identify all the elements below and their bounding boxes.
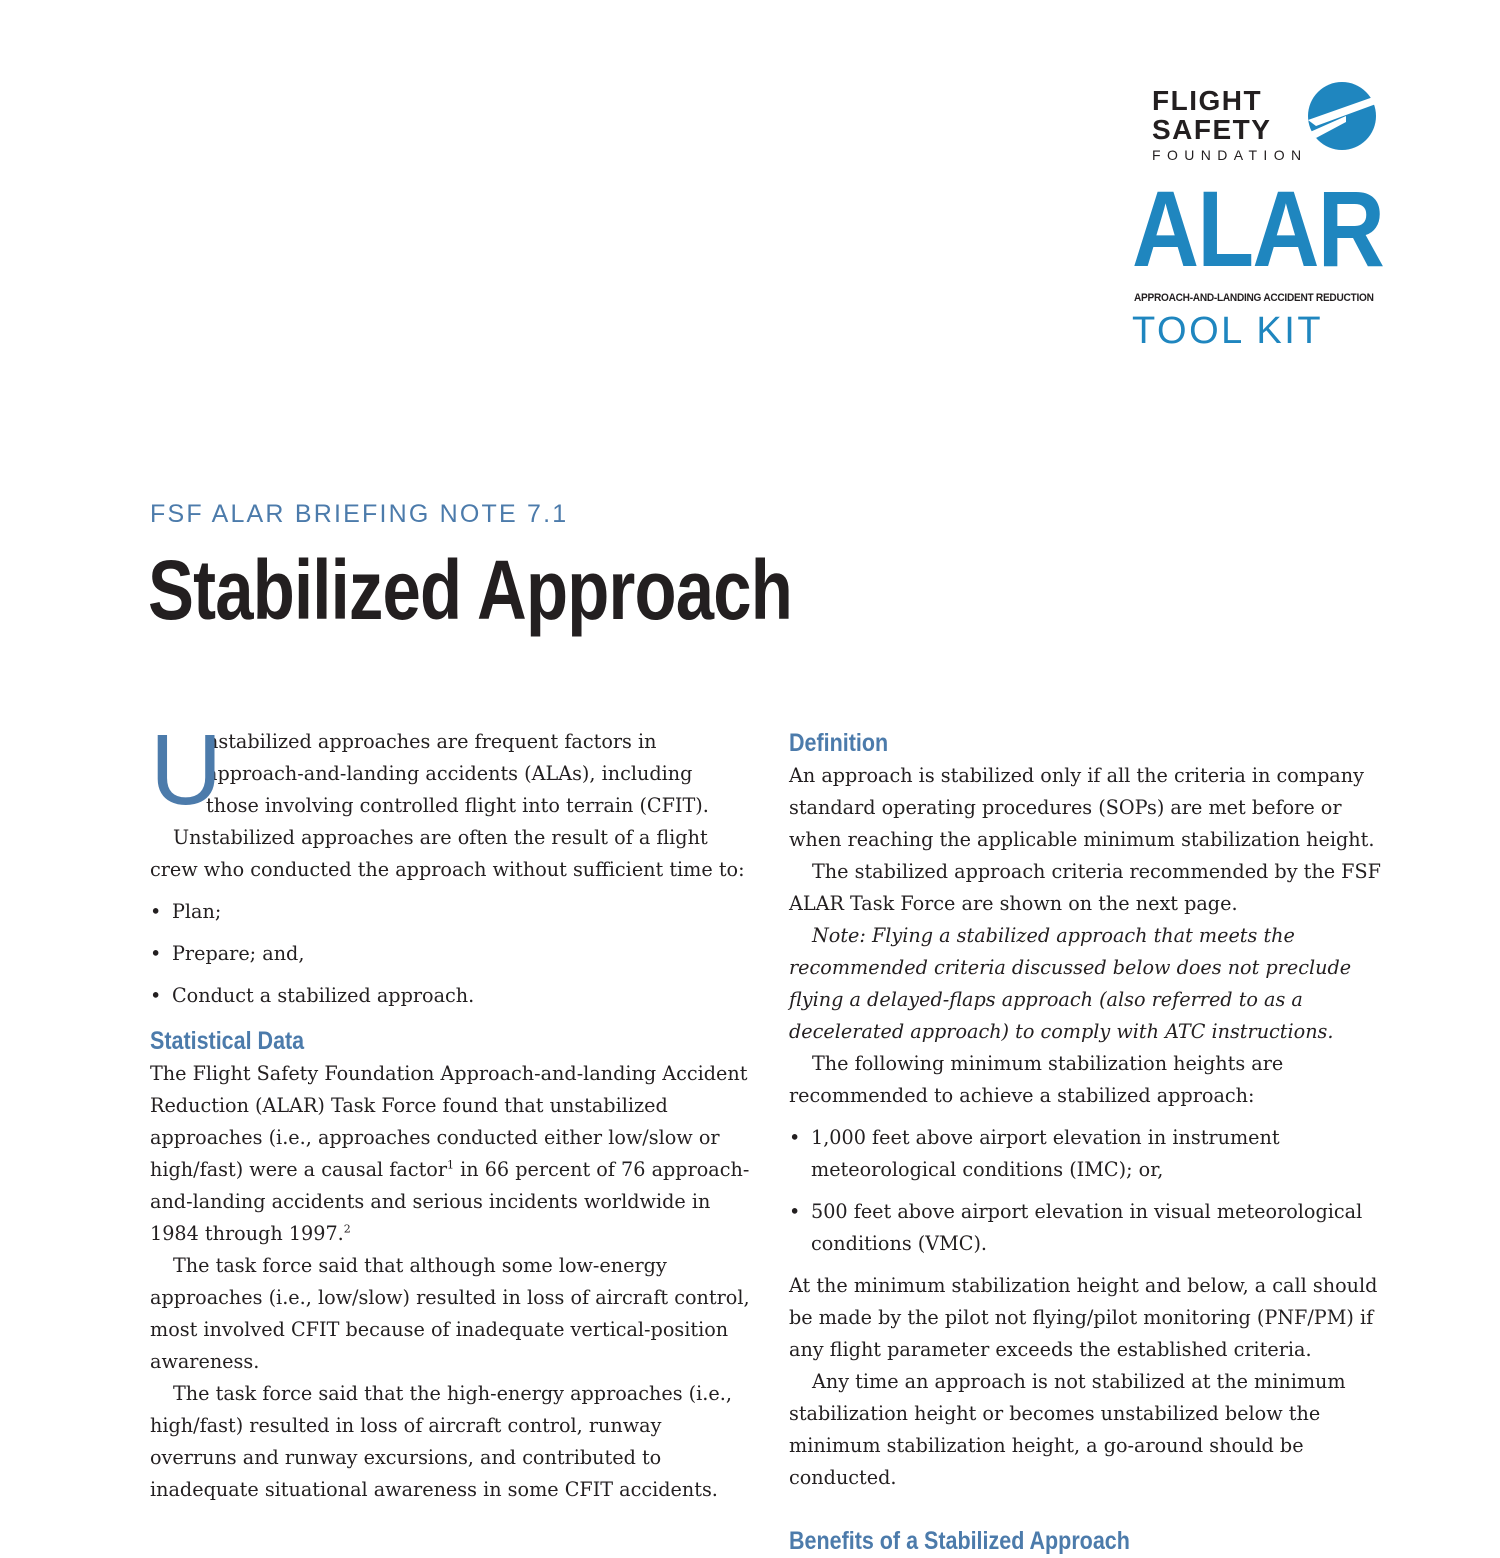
fsf-globe-icon (1306, 80, 1378, 152)
bullet-list (789, 1122, 1395, 1260)
logo-safety-text: SAFETY (1152, 114, 1272, 145)
list-item: • 1,000 feet above airport elevation in instrument meteorological conditions (IMC); or, (789, 1122, 1395, 1186)
logo-subtitle: APPROACH-AND-LANDING ACCIDENT REDUCTION (1134, 292, 1374, 304)
left-column (150, 714, 750, 1506)
bullet-list (150, 896, 750, 1012)
right-column (789, 726, 1395, 1558)
briefing-note-label: FSF ALAR BRIEFING NOTE 7.1 (150, 500, 569, 528)
intro-text: nstabilized approaches are frequent factors in approach-and-landing accidents (ALAs), including those involving controlled flight into terrain (CFIT). (206, 730, 709, 817)
list-item: • Plan; (150, 896, 750, 928)
page-title: Stabilized Approach (148, 543, 792, 637)
paragraph-text: The Flight Safety Foundation Approach-and-landing Accident Reduction (ALAR) Task Force found that unstabilized approaches (i.e., approaches conducted either low/slow or high/fast) were a causal factor (150, 1062, 748, 1181)
fsf-wordmark (1152, 86, 1308, 163)
paragraph: The task force said that the high-energy approaches (i.e., high/fast) resulted in loss of aircraft control, runway overruns and runway excursions, and contributed to inadequate situational awareness in some CFIT accidents. (150, 1382, 732, 1501)
intro-paragraph (150, 714, 750, 826)
paragraph: Any time an approach is not stabilized at the minimum stabilization height or becomes unstabilized below the minimum stabilization height, a go-around should be conducted. (789, 1370, 1346, 1489)
alar-tool-kit-logo (1120, 78, 1410, 358)
footnote-ref-1[interactable]: 1 (447, 1158, 455, 1172)
paragraph: The following minimum stabilization heights are recommended to achieve a stabilized approach: (789, 1052, 1284, 1107)
list-item: • Conduct a stabilized approach. (150, 980, 750, 1012)
list-item: • 500 feet above airport elevation in visual meteorological conditions (VMC). (789, 1196, 1395, 1260)
logo-toolkit-text: TOOL KIT (1132, 310, 1324, 352)
section-heading-benefits: Benefits of a Stabilized Approach (789, 1527, 1130, 1555)
footnote-ref-2[interactable]: 2 (343, 1222, 351, 1236)
section-heading-definition: Definition (789, 729, 889, 757)
paragraph: At the minimum stabilization height and below, a call should be made by the pilot not flying/pilot monitoring (PNF/PM) if any flight parameter exceeds the established criteria. (789, 1274, 1378, 1361)
paragraph: An approach is stabilized only if all the criteria in company standard operating procedures (SOPs) are met before or when reaching the applicable minimum stabilization height. (789, 764, 1375, 851)
paragraph-text: in 66 percent of 76 approach-and-landing accidents and serious incidents worldwide in 1984 through 1997. (150, 1158, 750, 1245)
paragraph: Unstabilized approaches are often the result of a flight crew who conducted the approach without sufficient time to: (150, 826, 745, 881)
logo-foundation-text: FOUNDATION (1152, 147, 1308, 163)
paragraph (150, 1058, 750, 1250)
paragraph: The stabilized approach criteria recommended by the FSF ALAR Task Force are shown on the next page. (789, 860, 1381, 915)
list-item: • Prepare; and, (150, 938, 750, 970)
logo-alar-text: ALAR (1132, 168, 1384, 289)
logo-flight-text: FLIGHT (1152, 85, 1263, 116)
drop-cap: U (150, 714, 223, 826)
note-paragraph: Note: Flying a stabilized approach that meets the recommended criteria discussed below does not preclude flying a delayed-flaps approach (also referred to as a decelerated approach) to comply with ATC instructions. (789, 924, 1352, 1043)
paragraph: The task force said that although some low-energy approaches (i.e., low/slow) resulted in loss of aircraft control, most involved CFIT because of inadequate vertical-position awareness. (150, 1254, 750, 1373)
section-heading-statistical-data: Statistical Data (150, 1027, 305, 1055)
